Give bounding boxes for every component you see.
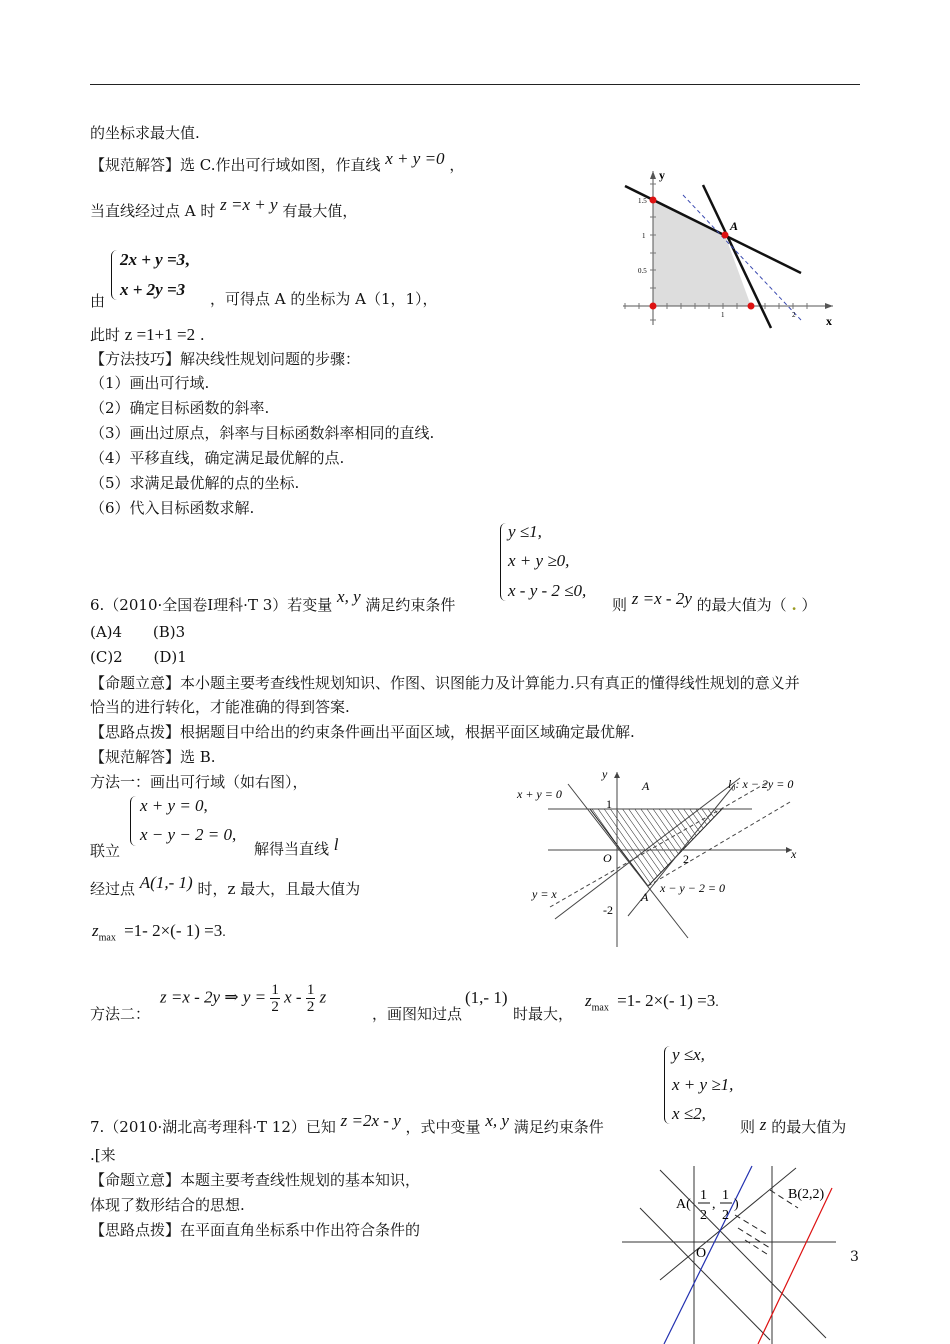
q6-zmax-dot: . (222, 925, 226, 940)
q7-cont: .[来 (90, 1146, 116, 1164)
q6-joint-brace (130, 796, 137, 846)
q6-m2-frac2-den: 2 (306, 999, 315, 1015)
q6-intent-1: 【命题立意】本小题主要考查线性规划知识、作图、识图能力及计算能力.只有真正的懂得线性规划的意义并 (90, 674, 800, 692)
s5-step-1: （1）画出可行域. (90, 374, 210, 392)
s5-step-3: （3）画出过原点，斜率与目标函数斜率相同的直线. (90, 424, 435, 442)
q7-constraint-3: x ≤2, (672, 1104, 706, 1123)
s5-line2-eq: x + y =0 (385, 149, 445, 168)
s5-graph-x-arrow (825, 303, 833, 309)
q6-method2-time: 时最大， (513, 1005, 574, 1023)
s5-step-2: （2）确定目标函数的斜率. (90, 399, 270, 417)
q7-graph-line-y-eq-x (660, 1168, 796, 1280)
s5-system-eq2: x + 2y =3 (120, 280, 186, 299)
header-rule (90, 84, 860, 85)
q6-objective: z =x - 2y (631, 589, 692, 608)
q6-constraint-brace (500, 523, 507, 601)
q7-constraint-2: x + y ≥1, (672, 1075, 734, 1094)
s5-step-4: （4）平移直线，确定满足最优解的点. (90, 449, 345, 467)
s5-step-6: （6）代入目标函数求解. (90, 499, 255, 517)
q7-stem-pre: 7.（2010·湖北高考理科·T 12）已知 (90, 1118, 336, 1136)
q6-m2-z: z (319, 987, 327, 1007)
s5-line3-eq: z =x + y (220, 195, 278, 214)
q6-joint-eq1-text: x + y = 0 (140, 796, 204, 815)
q6-graph-lab-xy0: x + y = 0 (517, 787, 562, 801)
q6-method1: 方法一：画出可行域（如右图）， (90, 773, 308, 791)
q7-vars: x, y (485, 1111, 509, 1130)
q6-graph-lab-yx: y = x (532, 887, 557, 901)
q6-m2-frac1-num: 1 (271, 982, 279, 998)
s5-system-eq1 (120, 250, 189, 270)
q6-zmax-z: z (92, 921, 99, 940)
q6-solve (254, 835, 339, 859)
q6-option-b: (B)3 (152, 623, 186, 641)
s5-line1: 的坐标求最大值. (90, 124, 200, 142)
q6-intent-2: 恰当的进行转化，才能准确的得到答案. (90, 698, 350, 716)
s5-graph-point-right (748, 303, 755, 310)
q6-m2-eq1: z =x - 2y ⇒ y = (160, 987, 267, 1007)
q6-method2-zmax (585, 991, 719, 1013)
q6-stem-mid: 满足约束条件 (365, 596, 456, 614)
q6-m2-zmax-sub: max (591, 1002, 609, 1014)
q7-graph (620, 1160, 840, 1344)
s5-system-eq1-comma: , (185, 250, 190, 269)
q6-graph-feasible-region (590, 809, 722, 886)
q6-join: 联立 (90, 842, 121, 860)
q6-graph-a-bottom: A (641, 890, 649, 904)
q6-joint-eq2 (140, 825, 236, 845)
s5-line2-post: ， (449, 156, 465, 174)
s5-graph-xtick-2: 2 (792, 311, 796, 319)
q6-l-var: l (333, 835, 339, 854)
q6-answer: 【规范解答】选 B. (90, 748, 216, 766)
q6-m2-zmax-dot: . (715, 995, 719, 1010)
q6-method2-point: (1,- 1) (465, 988, 508, 1007)
q6-m2-zmax-val: =1- 2×(- 1) =3 (617, 991, 716, 1010)
q6-graph-y-label: y (602, 767, 608, 781)
q6-joint-eq2-text: x − y − 2 = 0 (140, 825, 233, 844)
q7-graph-line-x-plus-y-2 (640, 1208, 770, 1340)
q7-graph-a-pre: A( (676, 1197, 691, 1212)
q7-stem-mid: ，式中变量 (405, 1118, 481, 1136)
page-number: 3 (850, 1249, 859, 1265)
q6-constraint-3: x - y - 2 ≤0, (508, 581, 587, 600)
q6-joint-eq2-comma: , (232, 825, 237, 844)
s5-system-brace (111, 250, 118, 300)
s5-graph-y-arrow (650, 171, 656, 179)
q6-m2-frac2-num: 1 (306, 982, 315, 998)
q6-m2-x: x - (284, 987, 302, 1007)
q7-constraint-brace (664, 1046, 671, 1124)
q6-graph-y-arrow (614, 772, 620, 778)
q7-graph-a-n2: 1 (722, 1188, 729, 1203)
q6-stem-post: 的最大值为（ (696, 596, 787, 614)
s5-line2-text: 【规范解答】选 C.作出可行域如图，作直线 (90, 156, 381, 174)
q6-graph (510, 762, 830, 950)
q6-graph-a-top: A (642, 779, 650, 793)
s5-step-5: （5）求满足最优解的点的坐标. (90, 474, 300, 492)
s5-line3 (90, 195, 358, 221)
q6-graph-lab-l0: l₀: x − 2y = 0 (728, 777, 794, 791)
s5-graph-tick-0-5: 0.5 (638, 267, 647, 275)
q7-then: 则 (740, 1118, 756, 1136)
q7-hint: 【思路点拨】在平面直角坐标系中作出符合条件的 (90, 1221, 421, 1239)
q6-close: ） (801, 596, 817, 614)
q6-joint-eq1 (140, 796, 208, 816)
s5-system-eq1-text: 2x + y =3 (120, 250, 186, 269)
s5-graph-tick-1-5: 1.5 (638, 197, 647, 205)
s5-graph-x-label: x (826, 314, 832, 328)
q7-constraint-1: y ≤x, (672, 1045, 705, 1064)
q7-graph-b: B(2,2) (788, 1187, 825, 1202)
q6-graph-lab-xy2: x − y − 2 = 0 (660, 881, 725, 895)
q6-zmax-val: =1- 2×(- 1) =3 (124, 921, 223, 940)
q7-graph-line-red (758, 1188, 832, 1344)
q7-intent-1: 【命题立意】本题主要考查线性规划的基本知识， (90, 1171, 421, 1189)
s5-line5 (90, 324, 205, 345)
q6-options-row2 (90, 648, 187, 666)
q7-graph-a-d2: 2 (722, 1208, 729, 1223)
q6-option-a: (A)4 (90, 623, 123, 641)
s5-graph-point-origin (650, 303, 657, 310)
s5-graph-point-a (722, 232, 729, 239)
q7-graph-line-blue (664, 1166, 752, 1344)
q7-stem (90, 1111, 604, 1137)
q6-constraint-2: x + y ≥0, (508, 551, 570, 570)
s5-line5-post: . (199, 326, 205, 344)
s5-line4-post: ，可得点 A 的坐标为 A（1，1）， (210, 290, 438, 308)
q7-objective: z =2x - y (340, 1111, 401, 1130)
q6-graph-origin: O (603, 851, 612, 865)
q6-constraint-1: y ≤1, (508, 522, 542, 541)
q6-method2-mid: ，画图知过点 (372, 1005, 463, 1023)
q6-m2-frac2 (306, 982, 316, 1015)
s5-graph-point-top (650, 197, 657, 204)
q6-options-row1 (90, 623, 185, 641)
q6-graph-neg-two: -2 (603, 903, 613, 917)
q7-z: z (759, 1115, 767, 1134)
q7-graph-a-post: ) (734, 1197, 739, 1212)
s5-line4-pre: 由 (90, 292, 106, 310)
q7-graph-a-d1: 2 (700, 1208, 707, 1223)
q7-intent-2: 体现了数形结合的思想. (90, 1196, 245, 1214)
q6-pass-post: 时，z 最大，且最大值为 (197, 880, 361, 898)
q6-then: 则 (612, 596, 628, 614)
q7-graph-origin: O (696, 1246, 707, 1261)
q6-point: A(1,- 1) (139, 873, 193, 892)
q6-m2-frac1 (270, 982, 280, 1015)
q6-solve-text: 解得当直线 (254, 840, 330, 858)
q6-dot: . (791, 596, 797, 614)
q7-stem-post: 的最大值为 (771, 1118, 847, 1136)
q6-pass-pre: 经过点 (90, 880, 136, 898)
q6-m2-zmax-z: z (585, 991, 592, 1010)
q6-graph-two: 2 (683, 852, 689, 866)
q6-method2-label: 方法二： (90, 1005, 151, 1023)
q6-option-c: (C)2 (90, 648, 123, 666)
q6-zmax (92, 921, 226, 943)
q6-method2-eq (160, 982, 326, 1015)
s5-graph (605, 165, 845, 330)
q7-graph-a-sep: , (712, 1197, 716, 1212)
q6-option-d: (D)1 (153, 648, 187, 666)
q6-stem-right (612, 589, 817, 615)
s5-graph-xtick-1: 1 (721, 311, 725, 319)
q6-stem (90, 587, 456, 615)
s5-line5-text: 此时 (90, 326, 121, 344)
q7-stem-mid2: 满足约束条件 (513, 1118, 604, 1136)
q6-vars: x, y (337, 587, 361, 606)
q6-stem-pre: 6.（2010·全国卷Ⅰ理科·T 3）若变量 (90, 596, 333, 614)
s5-line2 (90, 149, 465, 175)
q6-zmax-sub: max (98, 932, 116, 944)
s5-tip-title: 【方法技巧】解决线性规划问题的步骤： (90, 350, 361, 368)
q7-graph-a-n1: 1 (700, 1188, 707, 1203)
q7-stem-right (740, 1116, 846, 1137)
s5-graph-tick-1: 1 (642, 232, 646, 240)
q6-graph-x-label: x (791, 847, 797, 861)
s5-line3-post: 有最大值， (282, 202, 358, 220)
q6-joint-eq1-comma: , (203, 796, 208, 815)
s5-graph-y-label: y (659, 168, 665, 182)
q6-hint: 【思路点拨】根据题目中给出的约束条件画出平面区域，根据平面区域确定最优解. (90, 723, 635, 741)
s5-line3-text: 当直线经过点 A 时 (90, 202, 216, 220)
q6-graph-one: 1 (606, 797, 612, 811)
s5-line5-eq: z =1+1 =2 (124, 325, 196, 344)
q6-pass (90, 873, 361, 899)
q6-m2-frac1-den: 2 (271, 999, 279, 1015)
s5-graph-point-a-label: A (730, 219, 739, 233)
